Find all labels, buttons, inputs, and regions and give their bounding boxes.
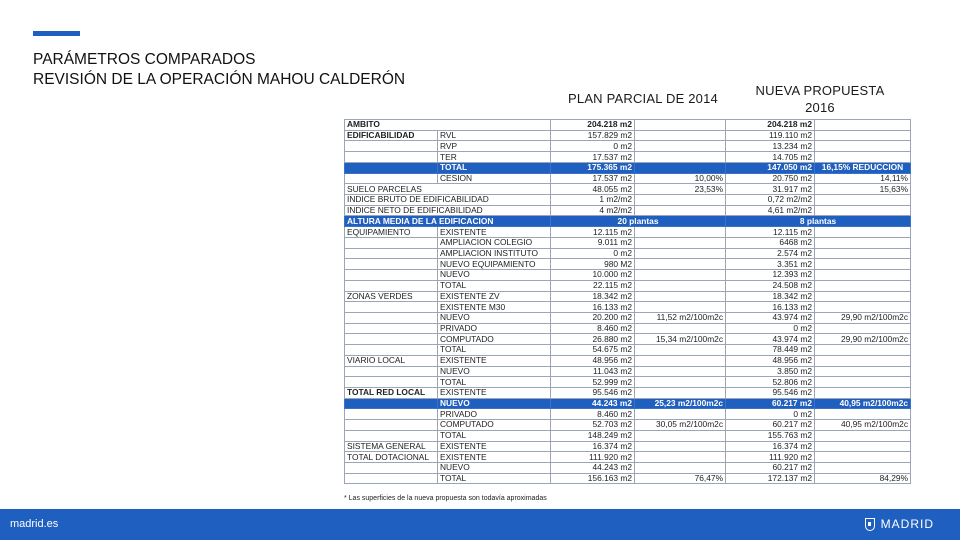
column-header-nueva-propuesta: [740, 82, 900, 116]
table-row: [345, 452, 911, 463]
cell-category: TOTAL RED LOCAL: [345, 387, 438, 398]
cell-ratio-2014: [635, 323, 726, 334]
cell-value-2016: 4,61 m2/m2: [726, 205, 815, 216]
cell-ratio-2014: [635, 441, 726, 452]
cell-category: [345, 152, 438, 163]
table-row: [345, 334, 911, 345]
cell-value-2016: 3.351 m2: [726, 259, 815, 270]
cell-value-2016: 6468 m2: [726, 237, 815, 248]
cell-category: ALTURA MEDIA DE LA EDIFICACION: [345, 216, 551, 227]
cell-value-2014: 17.537 m2: [551, 173, 635, 184]
cell-value-2014: 17.537 m2: [551, 152, 635, 163]
cell-value-2016: 12.393 m2: [726, 270, 815, 281]
madrid-crest-icon: [865, 518, 875, 531]
table-row: [345, 162, 911, 173]
cell-ratio-2016: 29,90 m2/100m2c: [815, 334, 911, 345]
cell-ratio-2016: 16,15% REDUCCION: [815, 162, 911, 173]
cell-value-2016: 20.750 m2: [726, 173, 815, 184]
cell-category: [345, 345, 438, 356]
table-row: [345, 130, 911, 141]
cell-value-2016: 18.342 m2: [726, 291, 815, 302]
cell-category: [345, 323, 438, 334]
table-row: [345, 441, 911, 452]
table-row: [345, 366, 911, 377]
cell-ratio-2016: [815, 345, 911, 356]
cell-category: [345, 377, 438, 388]
footer-bar: [0, 509, 960, 540]
cell-value-2016: 119.110 m2: [726, 130, 815, 141]
cell-ratio-2016: [815, 409, 911, 420]
table-row: [345, 312, 911, 323]
table-row: [345, 173, 911, 184]
cell-subcategory: EXISTENTE: [438, 227, 551, 238]
cell-ratio-2016: [815, 130, 911, 141]
page-title: [33, 50, 405, 90]
cell-value-2016: 147.050 m2: [726, 162, 815, 173]
cell-value-2014: 4 m2/m2: [551, 205, 635, 216]
cell-value-2014: 0 m2: [551, 141, 635, 152]
cell-category: [345, 280, 438, 291]
cell-category: [345, 141, 438, 152]
cell-value-2016: 31.917 m2: [726, 184, 815, 195]
cell-value-2014: 148.249 m2: [551, 430, 635, 441]
cell-category: VIARIO LOCAL: [345, 355, 438, 366]
cell-subcategory: NUEVO: [438, 366, 551, 377]
cell-ratio-2014: [635, 195, 726, 206]
cell-value-2016: 3.850 m2: [726, 366, 815, 377]
table-row: [345, 205, 911, 216]
cell-ratio-2016: [815, 280, 911, 291]
cell-ratio-2016: [815, 441, 911, 452]
cell-category: [345, 259, 438, 270]
cell-ratio-2014: [635, 345, 726, 356]
parameters-table: [344, 119, 911, 484]
table-row: [345, 323, 911, 334]
cell-value-2014: 175.365 m2: [551, 162, 635, 173]
footer-madrid-logo: [865, 517, 934, 531]
table-row: [345, 473, 911, 484]
cell-category: [345, 473, 438, 484]
cell-ratio-2016: 84,29%: [815, 473, 911, 484]
cell-subcategory: NUEVO: [438, 463, 551, 474]
table-row: [345, 387, 911, 398]
cell-value-2014: 980 M2: [551, 259, 635, 270]
cell-ratio-2016: [815, 291, 911, 302]
cell-ratio-2014: [635, 259, 726, 270]
cell-subcategory: COMPUTADO: [438, 334, 551, 345]
cell-category: [345, 162, 438, 173]
table-row: [345, 291, 911, 302]
cell-value-2014: 8.460 m2: [551, 409, 635, 420]
cell-ratio-2014: [635, 130, 726, 141]
cell-value-2014: 16.133 m2: [551, 302, 635, 313]
cell-value-2016: 0,72 m2/m2: [726, 195, 815, 206]
cell-value-2014: 1 m2/m2: [551, 195, 635, 206]
cell-value-2016: 16.133 m2: [726, 302, 815, 313]
cell-value-2016: 13.234 m2: [726, 141, 815, 152]
cell-subcategory: RVL: [438, 130, 551, 141]
cell-ratio-2014: [635, 237, 726, 248]
title-line-2: REVISIÓN DE LA OPERACIÓN MAHOU CALDERÓN: [33, 71, 406, 88]
cell-value-2016: 24.508 m2: [726, 280, 815, 291]
cell-ratio-2014: [635, 291, 726, 302]
table-row: [345, 120, 911, 131]
table-row: [345, 216, 911, 227]
cell-ratio-2016: [815, 377, 911, 388]
cell-value-2016: 12.115 m2: [726, 227, 815, 238]
cell-value-2014: 12.115 m2: [551, 227, 635, 238]
cell-ratio-2016: [815, 430, 911, 441]
cell-ratio-2016: [815, 248, 911, 259]
table-row: [345, 398, 911, 409]
cell-subcategory: EXISTENTE: [438, 441, 551, 452]
cell-value-2014: 0 m2: [551, 248, 635, 259]
cell-value-2014: 52.999 m2: [551, 377, 635, 388]
table-row: [345, 270, 911, 281]
cell-value-2016: 95.546 m2: [726, 387, 815, 398]
cell-ratio-2014: [635, 387, 726, 398]
table-row: [345, 195, 911, 206]
cell-subcategory: EXISTENTE: [438, 355, 551, 366]
cell-value-2014: 20.200 m2: [551, 312, 635, 323]
table-row: [345, 141, 911, 152]
cell-ratio-2014: [635, 120, 726, 131]
cell-ratio-2016: [815, 270, 911, 281]
cell-ratio-2014: [635, 302, 726, 313]
cell-ratio-2016: [815, 152, 911, 163]
cell-ratio-2016: [815, 195, 911, 206]
table-row: [345, 237, 911, 248]
table-row: [345, 302, 911, 313]
footer-madrid-label: MADRID: [880, 517, 934, 531]
footer-madrid-es-link[interactable]: madrid.es: [10, 518, 59, 530]
cell-value-2014: 11.043 m2: [551, 366, 635, 377]
cell-value-2016: 52.806 m2: [726, 377, 815, 388]
table-row: [345, 248, 911, 259]
cell-category: [345, 270, 438, 281]
cell-ratio-2016: [815, 141, 911, 152]
cell-value-2014: 48.055 m2: [551, 184, 635, 195]
cell-ratio-2014: [635, 366, 726, 377]
table-row: [345, 420, 911, 431]
cell-ratio-2016: [815, 120, 911, 131]
cell-ratio-2016: [815, 302, 911, 313]
cell-value-2016: 14.705 m2: [726, 152, 815, 163]
cell-value-2016: 60.217 m2: [726, 463, 815, 474]
cell-subcategory: AMPLIACION COLEGIO: [438, 237, 551, 248]
cell-value-2014: 52.703 m2: [551, 420, 635, 431]
cell-category: TOTAL DOTACIONAL: [345, 452, 438, 463]
cell-ratio-2016: [815, 387, 911, 398]
cell-ratio-2014: [635, 152, 726, 163]
cell-category: [345, 420, 438, 431]
cell-ratio-2014: 10,00%: [635, 173, 726, 184]
cell-value-2016: 0 m2: [726, 323, 815, 334]
cell-value-2016: 43.974 m2: [726, 312, 815, 323]
cell-subcategory: EXISTENTE ZV: [438, 291, 551, 302]
table-row: [345, 184, 911, 195]
cell-subcategory: PRIVADO: [438, 409, 551, 420]
cell-ratio-2014: [635, 162, 726, 173]
cell-subcategory: TER: [438, 152, 551, 163]
cell-ratio-2014: [635, 409, 726, 420]
cell-category: [345, 302, 438, 313]
cell-value-2014: 54.675 m2: [551, 345, 635, 356]
cell-ratio-2014: [635, 141, 726, 152]
cell-category: [345, 409, 438, 420]
cell-subcategory: PRIVADO: [438, 323, 551, 334]
cell-subcategory: CESION: [438, 173, 551, 184]
cell-ratio-2016: [815, 205, 911, 216]
cell-category: [345, 463, 438, 474]
table-row: [345, 280, 911, 291]
cell-value-2016: 8 plantas: [726, 216, 911, 227]
table-row: [345, 345, 911, 356]
cell-category: [345, 173, 438, 184]
cell-subcategory: TOTAL: [438, 345, 551, 356]
cell-ratio-2016: [815, 227, 911, 238]
cell-value-2014: 16.374 m2: [551, 441, 635, 452]
cell-subcategory: NUEVO: [438, 312, 551, 323]
cell-value-2016: 0 m2: [726, 409, 815, 420]
cell-subcategory: TOTAL: [438, 473, 551, 484]
cell-subcategory: EXISTENTE M30: [438, 302, 551, 313]
cell-category: [345, 237, 438, 248]
cell-subcategory: TOTAL: [438, 280, 551, 291]
cell-value-2016: 78.449 m2: [726, 345, 815, 356]
cell-category: AMBITO: [345, 120, 551, 131]
cell-subcategory: TOTAL: [438, 430, 551, 441]
cell-category: [345, 398, 438, 409]
cell-category: EDIFICABILIDAD: [345, 130, 438, 141]
cell-category: [345, 334, 438, 345]
cell-subcategory: NUEVO: [438, 270, 551, 281]
cell-value-2014: 9.011 m2: [551, 237, 635, 248]
cell-subcategory: TOTAL: [438, 377, 551, 388]
cell-subcategory: COMPUTADO: [438, 420, 551, 431]
parameters-table-body: [345, 120, 911, 484]
cell-ratio-2014: [635, 463, 726, 474]
cell-value-2016: 111.920 m2: [726, 452, 815, 463]
cell-value-2016: 48.956 m2: [726, 355, 815, 366]
cell-subcategory: TOTAL: [438, 162, 551, 173]
cell-ratio-2016: [815, 366, 911, 377]
cell-value-2014: 204.218 m2: [551, 120, 635, 131]
cell-ratio-2014: [635, 205, 726, 216]
cell-value-2014: 20 plantas: [551, 216, 726, 227]
cell-ratio-2014: 15,34 m2/100m2c: [635, 334, 726, 345]
cell-category: INDICE NETO DE EDIFICABILIDAD: [345, 205, 551, 216]
cell-ratio-2014: 30,05 m2/100m2c: [635, 420, 726, 431]
cell-ratio-2014: [635, 280, 726, 291]
cell-ratio-2016: [815, 259, 911, 270]
cell-subcategory: EXISTENTE: [438, 452, 551, 463]
cell-ratio-2014: [635, 270, 726, 281]
cell-value-2014: 10.000 m2: [551, 270, 635, 281]
cell-ratio-2016: [815, 463, 911, 474]
cell-category: SUELO PARCELAS: [345, 184, 551, 195]
table-row: [345, 259, 911, 270]
cell-value-2014: 44.243 m2: [551, 463, 635, 474]
cell-value-2016: 155.763 m2: [726, 430, 815, 441]
cell-value-2014: 111.920 m2: [551, 452, 635, 463]
cell-ratio-2016: [815, 355, 911, 366]
cell-ratio-2014: 76,47%: [635, 473, 726, 484]
cell-category: [345, 366, 438, 377]
cell-ratio-2016: 29,90 m2/100m2c: [815, 312, 911, 323]
cell-ratio-2016: 14,11%: [815, 173, 911, 184]
cell-ratio-2014: [635, 227, 726, 238]
cell-value-2014: 156.163 m2: [551, 473, 635, 484]
cell-value-2016: 43.974 m2: [726, 334, 815, 345]
footnote: * Las superficies de la nueva propuesta son todavía aproximadas: [344, 495, 547, 502]
cell-subcategory: NUEVO: [438, 398, 551, 409]
cell-value-2016: 2.574 m2: [726, 248, 815, 259]
cell-value-2016: 204.218 m2: [726, 120, 815, 131]
column-header-nueva-line-1: NUEVA PROPUESTA: [755, 83, 885, 98]
cell-ratio-2014: 11,52 m2/100m2c: [635, 312, 726, 323]
cell-ratio-2016: 40,95 m2/100m2c: [815, 398, 911, 409]
cell-value-2016: 16.374 m2: [726, 441, 815, 452]
cell-ratio-2014: [635, 452, 726, 463]
cell-value-2016: 60.217 m2: [726, 420, 815, 431]
cell-subcategory: EXISTENTE: [438, 387, 551, 398]
cell-ratio-2016: [815, 323, 911, 334]
cell-category: [345, 312, 438, 323]
accent-bar: [33, 31, 80, 36]
cell-ratio-2016: [815, 452, 911, 463]
cell-ratio-2016: 15,63%: [815, 184, 911, 195]
cell-ratio-2016: [815, 237, 911, 248]
table-row: [345, 227, 911, 238]
table-row: [345, 409, 911, 420]
cell-value-2014: 26.880 m2: [551, 334, 635, 345]
cell-category: EQUIPAMIENTO: [345, 227, 438, 238]
table-row: [345, 355, 911, 366]
table-row: [345, 463, 911, 474]
cell-value-2016: 172.137 m2: [726, 473, 815, 484]
cell-value-2016: 60.217 m2: [726, 398, 815, 409]
cell-category: [345, 430, 438, 441]
cell-ratio-2014: [635, 377, 726, 388]
cell-value-2014: 8.460 m2: [551, 323, 635, 334]
cell-value-2014: 157.829 m2: [551, 130, 635, 141]
cell-subcategory: NUEVO EQUIPAMIENTO: [438, 259, 551, 270]
column-header-plan-2014: PLAN PARCIAL DE 2014: [568, 91, 718, 106]
table-row: [345, 430, 911, 441]
cell-category: [345, 248, 438, 259]
table-row: [345, 152, 911, 163]
cell-category: INDICE BRUTO DE EDIFICABILIDAD: [345, 195, 551, 206]
cell-category: ZONAS VERDES: [345, 291, 438, 302]
cell-ratio-2014: [635, 355, 726, 366]
cell-value-2014: 48.956 m2: [551, 355, 635, 366]
cell-value-2014: 44.243 m2: [551, 398, 635, 409]
cell-ratio-2014: 23,53%: [635, 184, 726, 195]
title-line-1: PARÁMETROS COMPARADOS: [33, 51, 256, 68]
cell-value-2014: 22.115 m2: [551, 280, 635, 291]
cell-ratio-2014: [635, 248, 726, 259]
cell-ratio-2014: [635, 430, 726, 441]
cell-ratio-2016: 40,95 m2/100m2c: [815, 420, 911, 431]
cell-subcategory: RVP: [438, 141, 551, 152]
cell-category: SISTEMA GENERAL: [345, 441, 438, 452]
column-header-nueva-line-2: 2016: [805, 100, 835, 115]
cell-value-2014: 18.342 m2: [551, 291, 635, 302]
cell-subcategory: AMPLIACION INSTITUTO: [438, 248, 551, 259]
table-row: [345, 377, 911, 388]
cell-value-2014: 95.546 m2: [551, 387, 635, 398]
cell-ratio-2014: 25,23 m2/100m2c: [635, 398, 726, 409]
